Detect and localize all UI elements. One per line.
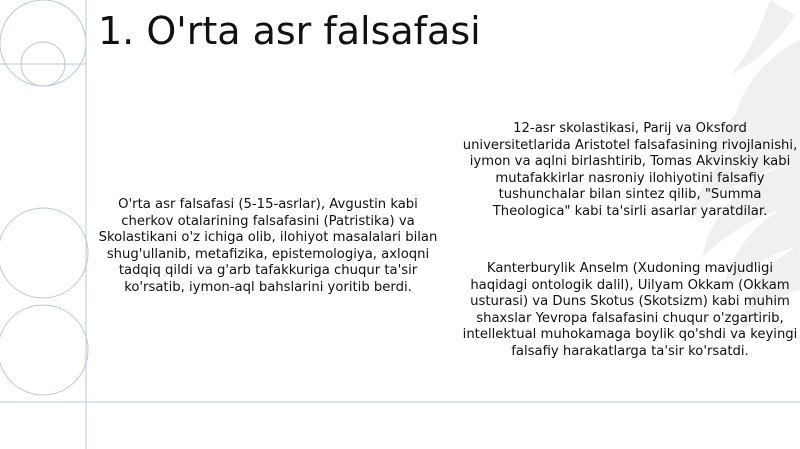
left-paragraph: O'rta asr falsafasi (5-15-asrlar), Avgustin kabi cherkov otalarining falsafasini (Patristika) va Skolastikani o'z ichiga olib, ilohiyot masalalari bilan shug'ullanib, metafizika, epistemologiya, axloqni tadqiq qildi va g'arb tafakkuriga chuqur ta'sir ko'rsatib, iymon-aql bahslarini yoritib berdi. bbox=[98, 197, 438, 295]
slide-title: 1. O'rta asr falsafasi bbox=[98, 9, 481, 53]
right-paragraph-key-figures: Kanterburylik Anselm (Xudoning mavjudligi haqidagi ontologik dalil), Uilyam Okkam (Okkam usturasi) va Duns Skotus (Skotsizm) kabi muhim shaxslar Yevropa falsafasini chuqur o'zgartirib, intellektual muhokamaga boylik qo'shdi va keyingi falsafiy harakatlarga ta'sir ko'rsatdi. bbox=[462, 261, 798, 359]
right-paragraph-scholasticism: 12-asr skolastikasi, Parij va Oksford universitetlarida Aristotel falsafasining rivojlanishi, iymon va aqlni birlashtirib, Tomas Akvinskiy kabi mutafakkirlar nasroniy ilohiyotini falsafiy tushunchalar bilan sintez qilib, "Summa Theologica" kabi ta'sirli asarlar yaratdilar. bbox=[462, 121, 798, 219]
